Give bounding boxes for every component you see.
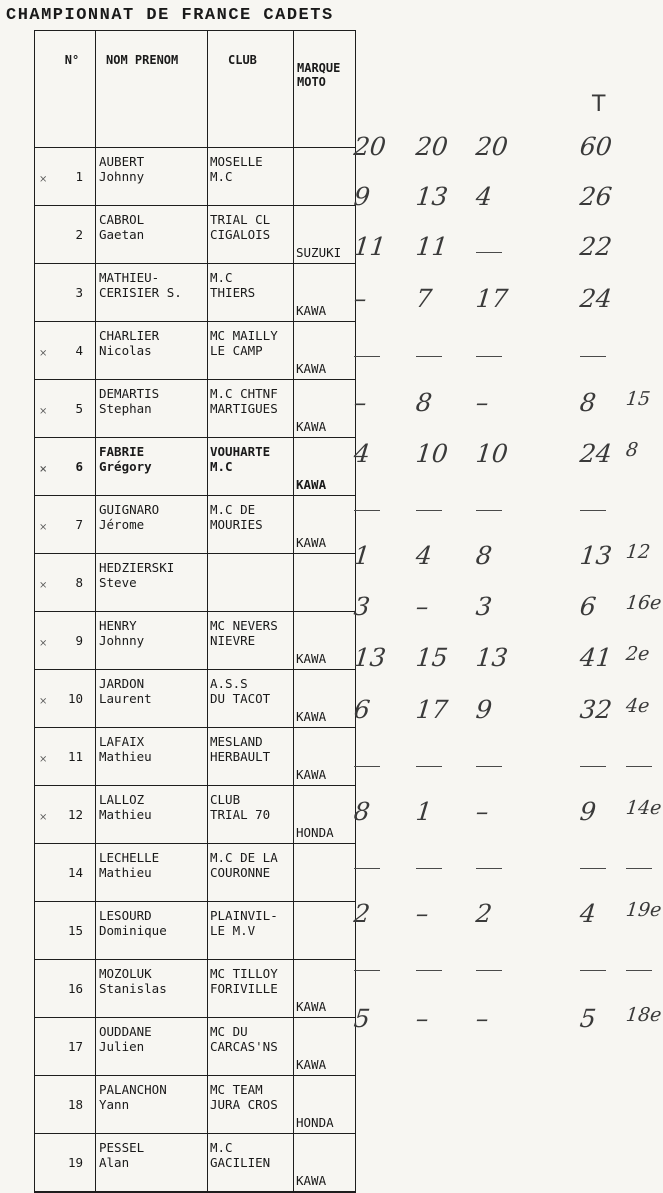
rider-firstname: Mathieu: [99, 749, 152, 764]
handwritten-score: 5: [352, 1004, 372, 1033]
rider-club: [208, 670, 294, 728]
handwritten-score: 4: [578, 899, 598, 928]
handwritten-score: 3: [474, 592, 494, 621]
rider-number: [35, 496, 96, 554]
rider-club: [208, 148, 294, 206]
handwritten-dash: [416, 356, 442, 357]
rider-moto: KAWA: [294, 1018, 356, 1076]
club-line1: PLAINVIL-: [210, 908, 278, 923]
handwritten-score: 8: [414, 388, 434, 417]
handwritten-dash: [476, 252, 502, 253]
handwritten-score: 2: [352, 899, 372, 928]
rider-club: [208, 206, 294, 264]
rider-lastname: LALLOZ: [99, 792, 145, 807]
club-line1: M.C CHTNF: [210, 386, 278, 401]
rider-number: [35, 902, 96, 960]
table-row: [35, 1134, 356, 1193]
rider-club: [208, 1134, 294, 1193]
handwritten-score: –: [414, 899, 431, 928]
handwritten-score: –: [474, 1004, 491, 1033]
rider-lastname: DEMARTIS: [99, 386, 160, 401]
club-line2: DU TACOT: [210, 691, 271, 706]
handwritten-dash: [416, 868, 442, 869]
rider-name: [96, 554, 208, 612]
rider-name: [96, 960, 208, 1018]
table-row: [35, 786, 356, 844]
rider-number: [35, 554, 96, 612]
handwritten-score: 12: [624, 541, 652, 563]
rider-moto: KAWA: [294, 728, 356, 786]
handwritten-score: –: [352, 284, 369, 313]
handwritten-score: 3: [352, 592, 372, 621]
handwritten-score: 8: [352, 797, 372, 826]
handwritten-dash: [580, 510, 606, 511]
club-line2: MOURIES: [210, 517, 263, 532]
rider-number: [35, 844, 96, 902]
handwritten-score: 7: [414, 284, 434, 313]
handwritten-score: 4e: [624, 695, 651, 717]
handwritten-score: –: [474, 388, 491, 417]
rider-firstname: Laurent: [99, 691, 152, 706]
rider-moto: HONDA: [294, 786, 356, 844]
rider-firstname: Jérome: [99, 517, 145, 532]
table-row: [35, 960, 356, 1018]
handwritten-dash: [476, 868, 502, 869]
table-row: [35, 206, 356, 264]
rider-name: [96, 206, 208, 264]
rider-moto: [294, 902, 356, 960]
club-line2: NIEVRE: [210, 633, 256, 648]
handwritten-score: 22: [578, 232, 614, 261]
rider-firstname: Stephan: [99, 401, 152, 416]
table-row: [35, 496, 356, 554]
header-club: CLUB: [208, 31, 294, 148]
club-line1: M.C: [210, 1140, 233, 1155]
handwritten-score: 6: [352, 695, 372, 724]
rider-moto: KAWA: [294, 1134, 356, 1193]
check-mark-icon: ⨯: [39, 696, 48, 707]
rider-name: [96, 496, 208, 554]
handwritten-dash: [580, 766, 606, 767]
handwritten-dash: [416, 510, 442, 511]
rider-firstname: Mathieu: [99, 807, 152, 822]
rider-firstname: Alan: [99, 1155, 130, 1170]
rider-name: [96, 1076, 208, 1134]
rider-name: [96, 438, 208, 496]
rider-number: [35, 728, 96, 786]
handwritten-score: 24: [578, 284, 614, 313]
rider-firstname: Dominique: [99, 923, 167, 938]
handwritten-dash: [354, 766, 380, 767]
rider-moto: [294, 148, 356, 206]
handwritten-dash: [626, 766, 652, 767]
rider-firstname: Steve: [99, 575, 137, 590]
handwritten-score: 10: [474, 439, 510, 468]
rider-number-value: 12: [67, 807, 83, 822]
rider-lastname: CHARLIER: [99, 328, 160, 343]
handwritten-dash: [354, 510, 380, 511]
club-line2: M.C: [210, 459, 233, 474]
rider-moto: KAWA: [294, 960, 356, 1018]
club-line1: MOSELLE: [210, 154, 263, 169]
rider-name: [96, 902, 208, 960]
handwritten-dash: [476, 970, 502, 971]
handwritten-dash: [476, 510, 502, 511]
rider-number: [35, 1018, 96, 1076]
rider-number-value: 9: [75, 633, 83, 648]
club-line2: M.C: [210, 169, 233, 184]
handwritten-score: 18e: [624, 1004, 663, 1026]
handwritten-score: 20: [352, 132, 388, 161]
club-line1: A.S.S: [210, 676, 248, 691]
rider-number-value: 8: [75, 575, 83, 590]
handwritten-dash: [626, 868, 652, 869]
rider-firstname: Mathieu: [99, 865, 152, 880]
rider-lastname: AUBERT: [99, 154, 145, 169]
rider-firstname: Grégory: [99, 459, 152, 474]
handwritten-score: 16e: [624, 592, 663, 614]
rider-moto: [294, 554, 356, 612]
club-line2: LE M.V: [210, 923, 256, 938]
rider-name: [96, 612, 208, 670]
handwritten-score: 11: [352, 232, 388, 261]
handwritten-dash: [476, 766, 502, 767]
handwritten-score: 13: [414, 182, 450, 211]
rider-lastname: FABRIE: [99, 444, 145, 459]
rider-name: [96, 670, 208, 728]
rider-number: [35, 960, 96, 1018]
rider-number-value: 16: [67, 981, 83, 996]
rider-lastname: PALANCHON: [99, 1082, 167, 1097]
rider-lastname: CABROL: [99, 212, 145, 227]
rider-number-value: 3: [75, 285, 83, 300]
rider-number: [35, 1134, 96, 1193]
rider-moto: SUZUKI: [294, 206, 356, 264]
rider-moto: KAWA: [294, 670, 356, 728]
handwritten-score: 11: [414, 232, 450, 261]
check-mark-icon: ⨯: [39, 406, 48, 417]
club-line1: TRIAL CL: [210, 212, 271, 227]
rider-number-value: 7: [75, 517, 83, 532]
handwritten-score: 6: [578, 592, 598, 621]
header-moto-line2: MOTO: [297, 75, 326, 89]
rider-lastname: MATHIEU-: [99, 270, 160, 285]
rider-lastname: JARDON: [99, 676, 145, 691]
handwritten-score: –: [414, 592, 431, 621]
club-line1: M.C DE: [210, 502, 256, 517]
rider-club: [208, 844, 294, 902]
table-row: [35, 380, 356, 438]
club-line2: COURONNE: [210, 865, 271, 880]
handwritten-score: 5: [578, 1004, 598, 1033]
rider-moto: KAWA: [294, 496, 356, 554]
club-line1: MC NEVERS: [210, 618, 278, 633]
rider-number-value: 4: [75, 343, 83, 358]
check-mark-icon: ⨯: [39, 522, 48, 533]
club-line2: CARCAS'NS: [210, 1039, 278, 1054]
rider-lastname: HEDZIERSKI: [99, 560, 175, 575]
rider-number-value: 18: [67, 1097, 83, 1112]
table-row: [35, 844, 356, 902]
club-line1: MC TEAM: [210, 1082, 263, 1097]
club-line2: HERBAULT: [210, 749, 271, 764]
rider-club: [208, 612, 294, 670]
rider-lastname: MOZOLUK: [99, 966, 152, 981]
rider-moto: [294, 844, 356, 902]
rider-lastname: LECHELLE: [99, 850, 160, 865]
handwritten-score: 24: [578, 439, 614, 468]
check-mark-icon: ⨯: [39, 754, 48, 765]
rider-club: [208, 496, 294, 554]
handwritten-score: 32: [578, 695, 614, 724]
club-line2: THIERS: [210, 285, 256, 300]
club-line1: MC MAILLY: [210, 328, 278, 343]
club-line2: LE CAMP: [210, 343, 263, 358]
rider-name: [96, 148, 208, 206]
rider-number: [35, 612, 96, 670]
table-row: [35, 612, 356, 670]
rider-club: [208, 380, 294, 438]
club-line2: MARTIGUES: [210, 401, 278, 416]
rider-firstname: CERISIER S.: [99, 285, 182, 300]
handwritten-score: 20: [474, 132, 510, 161]
rider-firstname: Julien: [99, 1039, 145, 1054]
handwritten-dash: [416, 970, 442, 971]
rider-lastname: HENRY: [99, 618, 137, 633]
rider-number: [35, 380, 96, 438]
handwritten-score: 60: [578, 132, 614, 161]
handwritten-score: 2: [474, 899, 494, 928]
table-row: [35, 902, 356, 960]
handwritten-score: 13: [474, 643, 510, 672]
rider-number: [35, 1076, 96, 1134]
header-moto-line1: MARQUE: [297, 61, 341, 75]
rider-club: [208, 786, 294, 844]
club-line1: M.C: [210, 270, 233, 285]
rider-number-value: 15: [67, 923, 83, 938]
header-number: N°: [35, 31, 96, 148]
header-moto: [294, 31, 356, 148]
rider-number: [35, 438, 96, 496]
rider-lastname: GUIGNARO: [99, 502, 160, 517]
handwritten-score: 10: [414, 439, 450, 468]
handwritten-dash: [416, 766, 442, 767]
club-line2: GACILIEN: [210, 1155, 271, 1170]
rider-firstname: Nicolas: [99, 343, 152, 358]
rider-club: [208, 1076, 294, 1134]
handwritten-score: 19e: [624, 899, 663, 921]
handwritten-score: 20: [414, 132, 450, 161]
rider-name: [96, 786, 208, 844]
rider-firstname: Gaetan: [99, 227, 145, 242]
club-line2: TRIAL 70: [210, 807, 271, 822]
rider-number-value: 19: [67, 1155, 83, 1170]
rider-lastname: LESOURD: [99, 908, 152, 923]
handwritten-dash: [354, 868, 380, 869]
column-mark-t: T: [592, 92, 606, 117]
rider-number: [35, 786, 96, 844]
handwritten-score: 14e: [624, 797, 663, 819]
rider-number-value: 10: [67, 691, 83, 706]
rider-club: [208, 960, 294, 1018]
club-line1: MESLAND: [210, 734, 263, 749]
handwritten-score: 9: [352, 182, 372, 211]
rider-lastname: LAFAIX: [99, 734, 145, 749]
handwritten-score: 15: [624, 388, 652, 410]
club-line1: MC TILLOY: [210, 966, 278, 981]
rider-firstname: Stanislas: [99, 981, 167, 996]
rider-name: [96, 1018, 208, 1076]
rider-firstname: Johnny: [99, 169, 145, 184]
handwritten-score: 9: [578, 797, 598, 826]
rider-number: [35, 148, 96, 206]
handwritten-score: 9: [474, 695, 494, 724]
rider-name: [96, 264, 208, 322]
handwritten-dash: [580, 970, 606, 971]
rider-name: [96, 322, 208, 380]
handwritten-score: 17: [474, 284, 510, 313]
rider-name: [96, 844, 208, 902]
handwritten-score: 4: [414, 541, 434, 570]
rider-lastname: OUDDANE: [99, 1024, 152, 1039]
handwritten-score: –: [352, 388, 369, 417]
handwritten-score: 8: [578, 388, 598, 417]
check-mark-icon: ⨯: [39, 580, 48, 591]
handwritten-score: 4: [474, 182, 494, 211]
rider-number: [35, 670, 96, 728]
table-row: [35, 554, 356, 612]
rider-firstname: Yann: [99, 1097, 130, 1112]
handwritten-score: 17: [414, 695, 450, 724]
rider-club: [208, 902, 294, 960]
rider-name: [96, 380, 208, 438]
handwritten-dash: [354, 970, 380, 971]
rider-club: [208, 1018, 294, 1076]
table-row: [35, 1076, 356, 1134]
handwritten-score: 2e: [624, 643, 651, 665]
rider-name: [96, 1134, 208, 1193]
handwritten-score: 13: [352, 643, 388, 672]
rider-moto: KAWA: [294, 264, 356, 322]
club-line2: CIGALOIS: [210, 227, 271, 242]
check-mark-icon: ⨯: [39, 812, 48, 823]
table-row: [35, 1018, 356, 1076]
table-row: [35, 148, 356, 206]
rider-lastname: PESSEL: [99, 1140, 145, 1155]
rider-number-value: 1: [75, 169, 83, 184]
table-row: [35, 322, 356, 380]
handwritten-dash: [476, 356, 502, 357]
table-header-row: [35, 31, 356, 148]
check-mark-icon: ⨯: [39, 348, 48, 359]
results-table: [34, 30, 356, 1193]
rider-moto: HONDA: [294, 1076, 356, 1134]
rider-number-value: 2: [75, 227, 83, 242]
rider-number-value: 11: [67, 749, 83, 764]
club-line2: FORIVILLE: [210, 981, 278, 996]
check-mark-icon: ⨯: [39, 638, 48, 649]
handwritten-score: –: [414, 1004, 431, 1033]
handwritten-score: –: [474, 797, 491, 826]
handwritten-dash: [354, 356, 380, 357]
handwritten-score: 26: [578, 182, 614, 211]
rider-name: [96, 728, 208, 786]
club-line1: VOUHARTE: [210, 444, 271, 459]
rider-firstname: Johnny: [99, 633, 145, 648]
handwritten-score: 1: [414, 797, 434, 826]
handwritten-score: 8: [474, 541, 494, 570]
rider-club: [208, 554, 294, 612]
table-row: [35, 728, 356, 786]
rider-club: [208, 264, 294, 322]
rider-number: [35, 322, 96, 380]
club-line1: MC DU: [210, 1024, 248, 1039]
header-name: NOM PRENOM: [96, 31, 208, 148]
club-line1: M.C DE LA: [210, 850, 278, 865]
rider-club: [208, 438, 294, 496]
handwritten-score: 41: [578, 643, 614, 672]
club-line2: JURA CROS: [210, 1097, 278, 1112]
check-mark-icon: ⨯: [39, 464, 48, 475]
rider-moto: KAWA: [294, 322, 356, 380]
rider-moto: KAWA: [294, 612, 356, 670]
rider-club: [208, 322, 294, 380]
rider-club: [208, 728, 294, 786]
rider-number-value: 17: [67, 1039, 83, 1054]
rider-number-value: 5: [75, 401, 83, 416]
table-row: [35, 264, 356, 322]
rider-number-value: 14: [67, 865, 83, 880]
rider-number-value: 6: [75, 459, 83, 474]
handwritten-score: 8: [624, 439, 640, 461]
handwritten-dash: [580, 868, 606, 869]
handwritten-dash: [580, 356, 606, 357]
rider-moto: KAWA: [294, 380, 356, 438]
club-line1: CLUB: [210, 792, 241, 807]
handwritten-score: 15: [414, 643, 450, 672]
page-title: CHAMPIONNAT DE FRANCE CADETS: [6, 6, 334, 25]
handwritten-score: 13: [578, 541, 614, 570]
check-mark-icon: ⨯: [39, 174, 48, 185]
table-row: [35, 438, 356, 496]
table-row: [35, 670, 356, 728]
handwritten-score: 1: [352, 541, 372, 570]
rider-number: [35, 206, 96, 264]
rider-number: [35, 264, 96, 322]
rider-moto: KAWA: [294, 438, 356, 496]
handwritten-dash: [626, 970, 652, 971]
handwritten-score: 4: [352, 439, 372, 468]
